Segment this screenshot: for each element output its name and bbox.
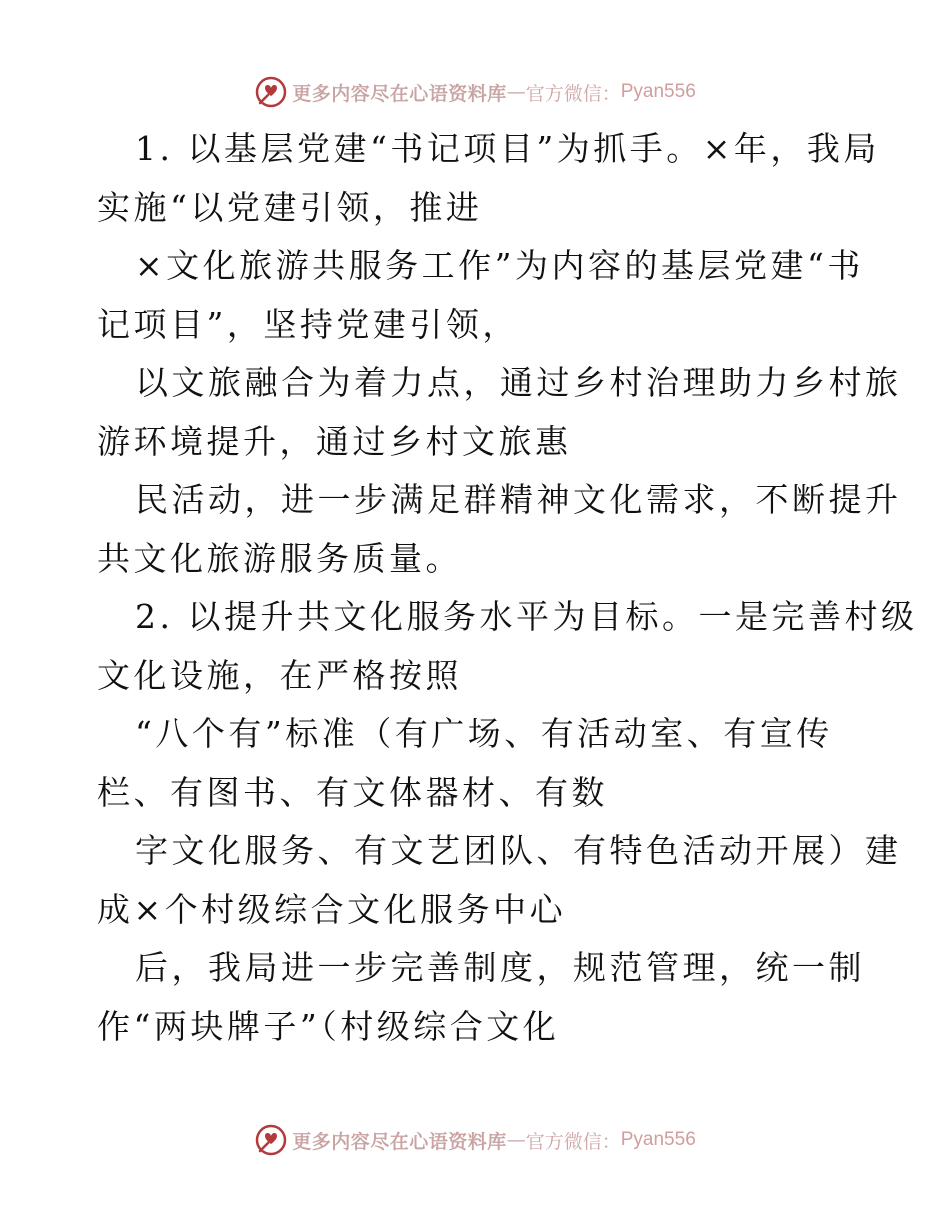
header-banner (0, 72, 950, 112)
body-line: “八个有”标准（有广场、有活动室、有宣传 (135, 714, 833, 753)
banner-wechat-label: 官方微信： (525, 1130, 621, 1153)
body-line: 作“两块牌子”（村级综合文化 (97, 1006, 560, 1046)
body-line: 字文化服务、有文艺团队、有特色活动开展）建 (135, 831, 902, 870)
body-line: 民活动，进一步满足群精神文化需求，不断提升 (135, 480, 902, 519)
body-line: 游环境提升，通过乡村文旅惠 (97, 421, 572, 461)
body-line: 1. 以基层党建“书记项目”为抓手。×年，我局 (135, 129, 880, 168)
banner-wechat-label: 官方微信： (525, 82, 621, 105)
body-line: 后，我局进一步完善制度，规范管理，统一制 (135, 948, 865, 987)
body-line: 成×个村级综合文化服务中心 (97, 889, 567, 929)
banner-title: 更多内容尽在心语资料库 (292, 82, 507, 105)
banner-separator: — (506, 1129, 526, 1151)
banner-wechat-id: Pyan556 (620, 81, 696, 102)
body-line: 实施“以党建引领，推进 (97, 187, 483, 227)
heart-pen-logo-icon (254, 1123, 288, 1157)
body-line: 文化设施，在严格按照 (97, 655, 462, 695)
banner-title: 更多内容尽在心语资料库 (292, 1130, 507, 1153)
body-line: 以文旅融合为着力点，通过乡村治理助力乡村旅 (135, 363, 902, 402)
heart-pen-logo-icon (254, 75, 288, 109)
body-line: 栏、有图书、有文体器材、有数 (97, 772, 608, 812)
body-line: 共文化旅游服务质量。 (97, 538, 462, 578)
body-line: 记项目”，坚持党建引领， (97, 304, 519, 344)
body-line: ×文化旅游共服务工作”为内容的基层党建“书 (135, 246, 864, 285)
banner-separator: — (506, 81, 526, 103)
body-line: 2. 以提升共文化服务水平为目标。一是完善村级 (135, 597, 918, 636)
document-body (97, 120, 918, 1056)
banner-wechat-id: Pyan556 (620, 1129, 696, 1150)
footer-banner (0, 1120, 950, 1160)
